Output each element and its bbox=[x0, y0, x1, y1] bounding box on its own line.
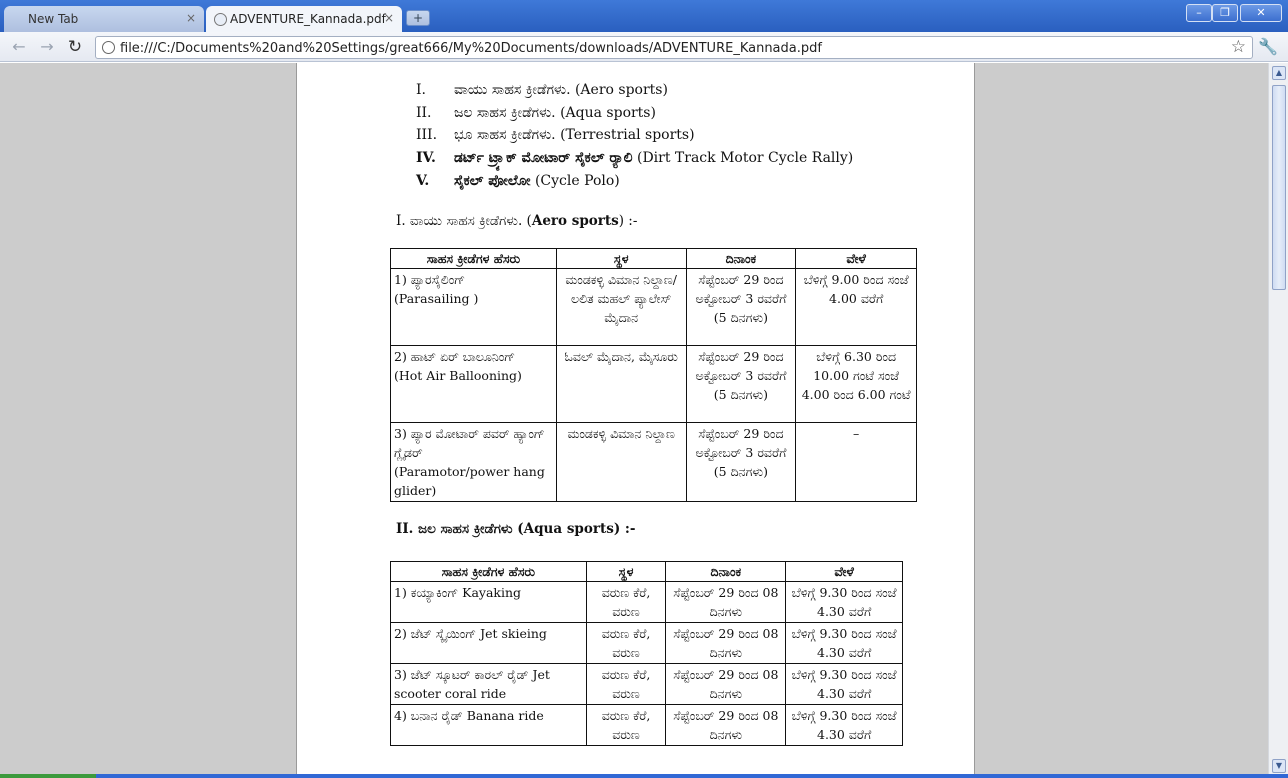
heading-text: I. ವಾಯು ಸಾಹಸ ಕ್ರೀಡೆಗಳು. ( bbox=[396, 213, 532, 229]
title-bar bbox=[0, 0, 1288, 32]
scroll-down-arrow-icon[interactable]: ▼ bbox=[1272, 759, 1286, 773]
close-tab-icon[interactable]: × bbox=[185, 11, 196, 25]
date-cell: ಸೆಪ್ಟೆಂಬರ್ 29 ರಿಂದ ಅಕ್ಟೋಬರ್ 3 ರವರೆಗೆ (5 ದಿನಗಳು) bbox=[686, 346, 796, 423]
address-bar[interactable] bbox=[95, 36, 1253, 59]
list-number: III. bbox=[416, 127, 438, 143]
sport-name-english: (Paramotor/power hang glider) bbox=[394, 464, 545, 498]
globe-icon bbox=[214, 13, 227, 26]
list-text: (Dirt Track Motor Cycle Rally) bbox=[632, 150, 854, 166]
close-window-button[interactable]: ✕ bbox=[1240, 4, 1282, 22]
aqua-sports-heading bbox=[396, 521, 636, 537]
sport-name-english: (Hot Air Ballooning) bbox=[394, 368, 522, 383]
column-header: ದಿನಾಂಕ bbox=[686, 249, 796, 269]
sport-name-cell: 4) ಬನಾನ ರೈಡ್ Banana ride bbox=[391, 705, 587, 746]
list-text-kannada: ಸೈಕಲ್ ಪೋಲೋ bbox=[454, 173, 531, 189]
scrollbar-thumb[interactable] bbox=[1272, 85, 1286, 290]
place-cell: ವರುಣ ಕೆರೆ, ವರುಣ bbox=[586, 623, 666, 664]
time-cell: ಬೆಳಿಗ್ಗೆ 6.30 ರಿಂದ 10.00 ಗಂಟೆ ಸಂಜೆ 4.00 ರಿಂದ 6.00 ಗಂಟೆ bbox=[796, 346, 917, 423]
table-header-row bbox=[391, 249, 917, 269]
scroll-up-arrow-icon[interactable]: ▲ bbox=[1272, 66, 1286, 80]
forward-arrow-icon[interactable]: → bbox=[40, 37, 54, 56]
column-header: ಸಾಹಸ ಕ್ರೀಡೆಗಳ ಹೆಸರು bbox=[391, 249, 557, 269]
heading-suffix: ) :- bbox=[618, 213, 638, 229]
date-cell: ಸೆಪ್ಟೆಂಬರ್ 29 ರಿಂದ 08 ದಿನಗಳು bbox=[666, 664, 786, 705]
time-cell: – bbox=[796, 423, 917, 502]
sport-name-english: (Parasailing ) bbox=[394, 291, 479, 306]
taskbar bbox=[0, 774, 1288, 778]
vertical-scrollbar[interactable] bbox=[1268, 63, 1288, 778]
tab-title: New Tab bbox=[28, 12, 79, 26]
date-cell: ಸೆಪ್ಟೆಂಬರ್ 29 ರಿಂದ 08 ದಿನಗಳು bbox=[666, 623, 786, 664]
aero-sports-table bbox=[390, 248, 917, 502]
list-text: (Cycle Polo) bbox=[530, 173, 620, 189]
list-text: ವಾಯು ಸಾಹಸ ಕ್ರೀಡೆಗಳು. (Aero sports) bbox=[454, 82, 668, 98]
list-number: II. bbox=[416, 105, 432, 121]
list-number: IV. bbox=[416, 150, 436, 166]
place-cell: ವರುಣ ಕೆರೆ, ವರುಣ bbox=[586, 705, 666, 746]
time-cell: ಬೆಳಿಗ್ಗೆ 9.30 ರಿಂದ ಸಂಜೆ 4.30 ವರೆಗೆ bbox=[786, 582, 903, 623]
heading-bold-text: Aero sports bbox=[531, 213, 619, 229]
table-row bbox=[391, 269, 917, 346]
column-header: ದಿನಾಂಕ bbox=[666, 562, 786, 582]
date-cell: ಸೆಪ್ಟೆಂಬರ್ 29 ರಿಂದ ಅಕ್ಟೋಬರ್ 3 ರವರೆಗೆ (5 ದಿನಗಳು) bbox=[686, 423, 796, 502]
place-cell: ವರುಣ ಕೆರೆ, ವರುಣ bbox=[586, 664, 666, 705]
place-cell: ವರುಣ ಕೆರೆ, ವರುಣ bbox=[586, 582, 666, 623]
list-number: V. bbox=[416, 173, 430, 189]
sport-name-cell bbox=[391, 269, 557, 346]
time-cell: ಬೆಳಿಗ್ಗೆ 9.30 ರಿಂದ ಸಂಜೆ 4.30 ವರೆಗೆ bbox=[786, 664, 903, 705]
sport-name-cell: 3) ಜೆಟ್ ಸ್ಕೂಟರ್ ಕಾರಲ್ ರೈಡ್ Jet scooter coral ride bbox=[391, 664, 587, 705]
date-cell: ಸೆಪ್ಟೆಂಬರ್ 29 ರಿಂದ ಅಕ್ಟೋಬರ್ 3 ರವರೆಗೆ (5 ದಿನಗಳು) bbox=[686, 269, 796, 346]
page-icon bbox=[102, 41, 115, 54]
date-cell: ಸೆಪ್ಟೆಂಬರ್ 29 ರಿಂದ 08 ದಿನಗಳು bbox=[666, 582, 786, 623]
minimize-button[interactable]: – bbox=[1186, 4, 1212, 22]
list-text: ಜಲ ಸಾಹಸ ಕ್ರೀಡೆಗಳು. (Aqua sports) bbox=[454, 105, 656, 121]
sport-name-kannada: 1) ಪ್ಯಾರಸೈಲಿಂಗ್ bbox=[394, 272, 466, 287]
sport-name-kannada: 2) ಹಾಟ್ ಏರ್ ಬಾಲೂನಿಂಗ್ bbox=[394, 349, 516, 364]
wrench-icon[interactable]: 🔧 bbox=[1258, 37, 1278, 56]
back-arrow-icon[interactable]: ← bbox=[12, 37, 26, 56]
sport-name-cell bbox=[391, 346, 557, 423]
place-cell: ಮಂಡಕಳ್ಳಿ ವಿಮಾನ ನಿಲ್ದಾಣ/ಲಲಿತ ಮಹಲ್ ಪ್ಯಾಲೇಸ್ ಮೈದಾನ bbox=[556, 269, 686, 346]
time-cell: ಬೆಳಿಗ್ಗೆ 9.30 ರಿಂದ ಸಂಜೆ 4.30 ವರೆಗೆ bbox=[786, 623, 903, 664]
star-icon[interactable]: ☆ bbox=[1230, 37, 1246, 57]
column-header: ಸ್ಥಳ bbox=[556, 249, 686, 269]
list-number: I. bbox=[416, 82, 426, 98]
column-header: ವೇಳೆ bbox=[796, 249, 917, 269]
place-cell: ಮಂಡಕಳ್ಳಿ ವಿಮಾನ ನಿಲ್ದಾಣ bbox=[556, 423, 686, 502]
table-row bbox=[391, 423, 917, 502]
table-row bbox=[391, 664, 903, 705]
url-input[interactable] bbox=[120, 39, 1220, 57]
new-tab-button[interactable]: + bbox=[406, 10, 430, 26]
sport-name-kannada: 3) ಪ್ಯಾರ ಮೋಟಾರ್ ಪವರ್ ಹ್ಯಾಂಗ್ ಗ್ಲೈಡರ್ bbox=[394, 426, 545, 460]
sport-name-cell: 2) ಜೆಟ್ ಸ್ಕೈಯಿಂಗ್ Jet skieing bbox=[391, 623, 587, 664]
date-cell: ಸೆಪ್ಟೆಂಬರ್ 29 ರಿಂದ 08 ದಿನಗಳು bbox=[666, 705, 786, 746]
column-header: ಸಾಹಸ ಕ್ರೀಡೆಗಳ ಹೆಸರು bbox=[391, 562, 587, 582]
pdf-viewport bbox=[0, 63, 1268, 778]
time-cell: ಬೆಳಿಗ್ಗೆ 9.30 ರಿಂದ ಸಂಜೆ 4.30 ವರೆಗೆ bbox=[786, 705, 903, 746]
heading-suffix: ) :- bbox=[613, 521, 636, 537]
list-text-kannada: ಡರ್ಟ್ ಟ್ರ್ಯಾಕ್ ಮೋಟಾರ್ ಸೈಕಲ್ ರ್‍ಯಾಲಿ bbox=[454, 150, 633, 166]
browser-toolbar bbox=[0, 32, 1288, 62]
place-cell: ಓವಲ್ ಮೈದಾನ, ಮೈಸೂರು bbox=[556, 346, 686, 423]
column-header: ವೇಳೆ bbox=[786, 562, 903, 582]
table-row bbox=[391, 705, 903, 746]
start-button[interactable] bbox=[0, 774, 96, 778]
reload-icon[interactable]: ↻ bbox=[67, 37, 83, 57]
time-cell: ಬೆಳಿಗ್ಗೆ 9.00 ರಿಂದ ಸಂಜೆ 4.00 ವರೆಗೆ bbox=[796, 269, 917, 346]
tab-adventure-pdf[interactable] bbox=[206, 6, 402, 32]
tab-new-tab[interactable] bbox=[4, 6, 204, 32]
table-row bbox=[391, 582, 903, 623]
aqua-sports-table bbox=[390, 561, 903, 746]
sport-name-cell bbox=[391, 423, 557, 502]
column-header: ಸ್ಥಳ bbox=[586, 562, 666, 582]
sport-name-cell: 1) ಕಯ್ಯಾಕಿಂಗ್ Kayaking bbox=[391, 582, 587, 623]
table-header-row bbox=[391, 562, 903, 582]
tab-title: ADVENTURE_Kannada.pdf bbox=[230, 12, 386, 26]
close-tab-icon[interactable]: × bbox=[383, 11, 394, 25]
pdf-page bbox=[296, 63, 975, 778]
maximize-button[interactable]: ❐ bbox=[1212, 4, 1238, 22]
table-row bbox=[391, 623, 903, 664]
list-text: ಭೂ ಸಾಹಸ ಕ್ರೀಡೆಗಳು. (Terrestrial sports) bbox=[454, 127, 695, 143]
aero-sports-heading bbox=[396, 213, 637, 229]
heading-bold-text: Aqua sports bbox=[523, 521, 614, 537]
heading-text: II. ಜಲ ಸಾಹಸ ಕ್ರೀಡೆಗಳು ( bbox=[396, 521, 524, 537]
table-row bbox=[391, 346, 917, 423]
